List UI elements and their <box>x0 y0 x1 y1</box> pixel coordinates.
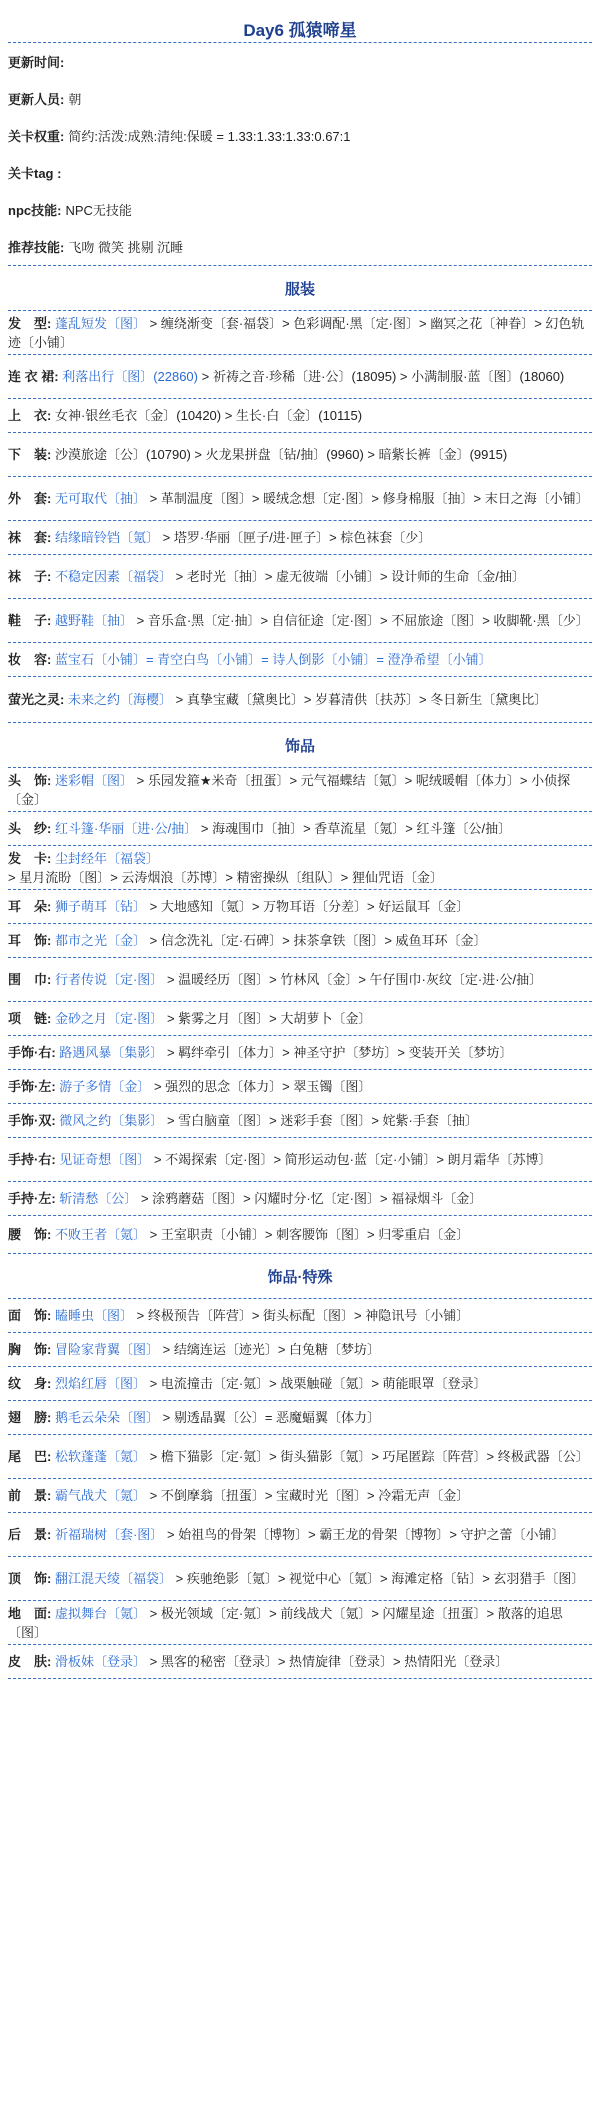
item-alternatives: > 老时光〔抽〕> 虚无彼端〔小铺〕> 设计师的生命〔金/抽〕 <box>175 569 525 584</box>
meta-key: 推荐技能: <box>8 240 65 255</box>
item-content <box>8 1306 592 1325</box>
item-alternatives: > 王室职责〔小铺〕> 刺客腰饰〔图〕> 归零重启〔金〕 <box>149 1227 470 1242</box>
item-content <box>8 1150 592 1169</box>
item-alternatives: > 塔罗·华丽〔匣子/进·匣子〕> 棕色袜套〔少〕 <box>162 530 432 545</box>
page-title: Day6 孤猿啼星 <box>243 21 357 40</box>
item-content <box>8 1340 592 1359</box>
item-content <box>8 1374 592 1393</box>
item-key: 皮 肤: <box>8 1654 52 1669</box>
item-key: 上 衣: <box>8 408 52 423</box>
item-content <box>8 1525 592 1544</box>
meta-block <box>8 43 592 265</box>
item-best: 路遇风暴〔集影〕 <box>59 1045 164 1060</box>
item-alternatives: > 紫雾之月〔图〕> 大胡萝卜〔金〕 <box>166 1011 372 1026</box>
item-row <box>8 1333 592 1367</box>
item-key: 顶 饰: <box>8 1571 52 1586</box>
item-key: 袜 子: <box>8 569 52 584</box>
item-best: 不败王者〔氪〕 <box>54 1227 146 1242</box>
item-row <box>8 1557 592 1601</box>
item-key: 发 卡: <box>8 850 52 866</box>
item-key: 面 饰: <box>8 1308 52 1323</box>
sections <box>8 266 592 1679</box>
item-content <box>8 489 592 508</box>
item-row <box>8 1513 592 1557</box>
item-alternatives: > 终极预告〔阵营〕> 街头标配〔图〕> 神隐讯号〔小铺〕 <box>136 1308 470 1323</box>
item-best: 利落出行〔图〕(22860) <box>62 369 198 384</box>
item-content <box>8 611 592 630</box>
item-best: 斩清愁〔公〕 <box>59 1191 138 1206</box>
item-alternatives: > 信念洗礼〔定·石碑〕> 抹茶拿铁〔图〕> 威鱼耳环〔金〕 <box>149 933 487 948</box>
meta-value: 朝 <box>68 92 82 107</box>
item-best: 金砂之月〔定·图〕 <box>54 1011 164 1026</box>
item-best: 越野鞋〔抽〕 <box>54 613 133 628</box>
item-best: 祈福瑞树〔套·图〕 <box>54 1527 164 1542</box>
item-row <box>8 1036 592 1070</box>
item-row <box>8 1182 592 1216</box>
item-alternatives: > 电流撞击〔定·氪〕> 战栗触碰〔氪〕> 萌能眼罩〔登录〕 <box>149 1376 487 1391</box>
item-key: 耳 朵: <box>8 899 52 914</box>
item-content <box>8 1189 592 1208</box>
item-row <box>8 924 592 958</box>
item-row <box>8 768 592 812</box>
item-best: 瞌睡虫〔图〕 <box>54 1308 133 1323</box>
item-content <box>8 528 592 547</box>
item-row <box>8 599 592 643</box>
item-content <box>8 931 592 950</box>
item-content <box>8 1604 592 1642</box>
meta-row <box>8 191 592 228</box>
item-best: 鹅毛云朵朵〔图〕 <box>54 1410 159 1425</box>
item-key: 翅 膀: <box>8 1410 52 1425</box>
item-content <box>8 970 592 989</box>
item-content <box>8 690 592 709</box>
item-key: 头 饰: <box>8 772 52 788</box>
item-content <box>8 650 592 669</box>
item-best: 狮子萌耳〔钻〕 <box>54 899 146 914</box>
item-content <box>8 1486 592 1505</box>
item-key: 围 巾: <box>8 972 52 987</box>
item-best: 未来之约〔海樱〕 <box>67 692 172 707</box>
item-alternatives: > 不竭探索〔定·图〕> 简形运动包·蓝〔定·小铺〕> 朗月霜华〔苏博〕 <box>153 1152 552 1167</box>
item-best: 迷彩帽〔图〕 <box>54 772 133 788</box>
item-key: 项 链: <box>8 1011 52 1026</box>
item-best: 行者传说〔定·图〕 <box>54 972 164 987</box>
item-row <box>8 399 592 433</box>
item-row <box>8 1002 592 1036</box>
item-row <box>8 555 592 599</box>
section-title: 饰品 <box>284 737 315 755</box>
item-key: 耳 饰: <box>8 933 52 948</box>
item-content <box>8 1447 592 1466</box>
item-content <box>8 1408 592 1427</box>
item-key: 手持·左: <box>8 1191 56 1206</box>
item-alternatives: > 真挚宝藏〔黛奥比〕> 岁暮清供〔扶苏〕> 冬日新生〔黛奥比〕 <box>175 692 548 707</box>
item-best: 微风之约〔集影〕 <box>59 1113 164 1128</box>
item-alternatives: 沙漠旅途〔公〕(10790) > 火龙果拼盘〔钻/抽〕(9960) > 暗紫长裤〔金〕(9915) <box>54 447 508 462</box>
item-row <box>8 1367 592 1401</box>
item-best: 尘封经年〔福袋〕 <box>54 850 159 866</box>
item-key: 头 纱: <box>8 821 52 836</box>
meta-value: NPC无技能 <box>65 203 132 218</box>
item-key: 前 景: <box>8 1488 52 1503</box>
item-best: 都市之光〔金〕 <box>54 933 146 948</box>
meta-value: 飞吻 微笑 挑剔 沉睡 <box>68 240 184 255</box>
item-alternatives: > 雪白脑童〔图〕> 迷彩手套〔图〕> 姹紫·手套〔抽〕 <box>166 1113 478 1128</box>
item-row <box>8 643 592 677</box>
meta-row <box>8 154 592 191</box>
item-alternatives: > 缠绕渐变〔套·福袋〕> 色彩调配·黑〔定·图〕> 幽冥之花〔神眷〕> 幻色轨迹〔小铺〕 <box>8 315 585 350</box>
item-alternatives: > 大地感知〔氪〕> 万物耳语〔分差〕> 好运鼠耳〔金〕 <box>149 899 470 914</box>
item-best: 红斗篷·华丽〔进·公/抽〕 <box>54 821 198 836</box>
item-best: 翻江混天绫〔福袋〕 <box>54 1571 172 1586</box>
item-row <box>8 846 592 890</box>
item-key: 外 套: <box>8 491 52 506</box>
meta-key: 关卡tag : <box>8 166 62 181</box>
item-best: 冒险家背翼〔图〕 <box>54 1342 159 1357</box>
item-content <box>8 314 592 352</box>
meta-row <box>8 80 592 117</box>
item-content <box>8 1077 592 1096</box>
item-key: 发 型: <box>8 315 52 331</box>
section-title: 饰品·特殊 <box>267 1268 333 1286</box>
item-key: 萤光之灵: <box>8 692 65 707</box>
meta-row <box>8 117 592 154</box>
item-best: 霸气战犬〔氪〕 <box>54 1488 146 1503</box>
item-row <box>8 1645 592 1679</box>
item-content <box>8 1009 592 1028</box>
item-best: 游子多情〔金〕 <box>59 1079 151 1094</box>
item-row <box>8 1299 592 1333</box>
item-best: 结缘暗铃铛〔氪〕 <box>54 530 159 545</box>
meta-key: 更新时间: <box>8 55 65 70</box>
item-alternatives: > 黑客的秘密〔登录〕> 热情旋律〔登录〕> 热情阳光〔登录〕 <box>149 1654 509 1669</box>
item-alternatives: > 不倒摩翁〔扭蛋〕> 宝藏时光〔图〕> 冷霜无声〔金〕 <box>149 1488 470 1503</box>
item-row <box>8 1138 592 1182</box>
item-key: 尾 巴: <box>8 1449 52 1464</box>
item-content <box>8 849 592 887</box>
item-alternatives: > 强烈的思念〔体力〕> 翠玉镯〔图〕 <box>153 1079 372 1094</box>
item-row <box>8 1601 592 1645</box>
item-alternatives: > 结缡连运〔迹光〕> 白兔糖〔梦坊〕 <box>162 1342 381 1357</box>
item-best: 烈焰红唇〔图〕 <box>54 1376 146 1391</box>
item-key: 妆 容: <box>8 652 52 667</box>
item-key: 连 衣 裙: <box>8 369 59 384</box>
item-key: 腰 饰: <box>8 1227 52 1242</box>
item-key: 手饰·右: <box>8 1045 56 1060</box>
item-row <box>8 1070 592 1104</box>
item-key: 胸 饰: <box>8 1342 52 1357</box>
item-alternatives: > 剔透晶翼〔公〕= 恶魔蝠翼〔体力〕 <box>162 1410 381 1425</box>
item-alternatives: > 乐园发箍★米奇〔扭蛋〕> 元气福蝶结〔氪〕> 呢绒暖帽〔体力〕> 小侦探〔金〕 <box>8 772 571 807</box>
section-title: 服装 <box>284 280 315 298</box>
item-row <box>8 890 592 924</box>
item-content <box>8 819 592 838</box>
meta-key: 关卡权重: <box>8 129 65 144</box>
item-content <box>8 897 592 916</box>
item-alternatives: > 海魂围巾〔抽〕> 香草流星〔氪〕> 红斗篷〔公/抽〕 <box>200 821 512 836</box>
item-row <box>8 677 592 723</box>
item-alternatives: > 涂鸦蘑菇〔图〕> 闪耀时分·忆〔定·图〕> 福禄烟斗〔金〕 <box>140 1191 483 1206</box>
item-row <box>8 477 592 521</box>
item-content <box>8 1043 592 1062</box>
item-row <box>8 1401 592 1435</box>
item-key: 手饰·双: <box>8 1113 56 1128</box>
item-alternatives: > 檐下猫影〔定·氪〕> 街头猫影〔氪〕> 巧尾匿踪〔阵营〕> 终极武器〔公〕 <box>149 1449 589 1464</box>
meta-key: 更新人员: <box>8 92 65 107</box>
meta-row <box>8 43 592 80</box>
item-alternatives: > 极光领域〔定·氪〕> 前线战犬〔氪〕> 闪耀星途〔扭蛋〕> 散落的追思〔图〕 <box>8 1605 563 1640</box>
item-content <box>8 406 592 425</box>
item-alternatives: > 革制温度〔图〕> 暖绒念想〔定·图〕> 修身棉服〔抽〕> 末日之海〔小铺〕 <box>149 491 589 506</box>
item-row <box>8 1435 592 1479</box>
item-row <box>8 355 592 399</box>
item-key: 下 装: <box>8 447 52 462</box>
item-row <box>8 958 592 1002</box>
item-best: 无可取代〔抽〕 <box>54 491 146 506</box>
item-key: 鞋 子: <box>8 613 52 628</box>
item-row <box>8 1104 592 1138</box>
item-best: 见证奇想〔图〕 <box>59 1152 151 1167</box>
item-row <box>8 1479 592 1513</box>
item-key: 后 景: <box>8 1527 52 1542</box>
item-alternatives: > 疾驰绝影〔氪〕> 视觉中心〔氪〕> 海滩定格〔钻〕> 玄羽猎手〔图〕 <box>175 1571 585 1586</box>
item-key: 地 面: <box>8 1605 52 1621</box>
item-best: 蓝宝石〔小铺〕= 青空白鸟〔小铺〕= 诗人倒影〔小铺〕= 澄净希望〔小铺〕 <box>54 652 492 667</box>
item-row <box>8 812 592 846</box>
item-alternatives: > 温暖经历〔图〕> 竹林风〔金〕> 午仔围巾·灰纹〔定·进·公/抽〕 <box>166 972 543 987</box>
item-alternatives: 女神·银丝毛衣〔金〕(10420) > 生长·白〔金〕(10115) <box>54 408 363 423</box>
meta-key: npc技能: <box>8 203 62 218</box>
item-content <box>8 771 592 809</box>
item-row <box>8 521 592 555</box>
meta-value: 简约:活泼:成熟:清纯:保暖 = 1.33:1.33:1.33:0.67:1 <box>68 129 351 144</box>
item-alternatives: > 音乐盒·黑〔定·抽〕> 自信征途〔定·图〕> 不屈旅途〔图〕> 收脚靴·黑〔少〕 <box>136 613 589 628</box>
meta-row <box>8 228 592 265</box>
item-row <box>8 433 592 477</box>
item-alternatives: > 羁绊牵引〔体力〕> 神圣守护〔梦坊〕> 变装开关〔梦坊〕 <box>166 1045 513 1060</box>
item-best: 虚拟舞台〔氪〕 <box>54 1605 146 1621</box>
item-row <box>8 311 592 355</box>
item-content <box>8 445 592 464</box>
item-content <box>8 1652 592 1671</box>
item-best: 不稳定因素〔福袋〕 <box>54 569 172 584</box>
item-alternatives: > 始祖鸟的骨架〔博物〕> 霸王龙的骨架〔博物〕> 守护之蕾〔小铺〕 <box>166 1527 565 1542</box>
item-best: 松软蓬蓬〔氪〕 <box>54 1449 146 1464</box>
item-content <box>8 1225 592 1244</box>
item-key: 手持·右: <box>8 1152 56 1167</box>
item-best: 蓬乱短发〔图〕 <box>54 315 146 331</box>
item-content <box>8 1569 592 1588</box>
item-alternatives: > 星月流盼〔图〕> 云涛烟浪〔苏博〕> 精密操纵〔组队〕> 狸仙咒语〔金〕 <box>8 869 443 885</box>
item-row <box>8 1216 592 1254</box>
item-alternatives: > 祈祷之音·珍稀〔进·公〕(18095) > 小满制服·蓝〔图〕(18060) <box>201 369 565 384</box>
item-best: 滑板妹〔登录〕 <box>54 1654 146 1669</box>
item-content <box>8 1111 592 1130</box>
item-key: 手饰·左: <box>8 1079 56 1094</box>
item-content <box>8 567 592 586</box>
item-key: 纹 身: <box>8 1376 52 1391</box>
item-key: 袜 套: <box>8 530 52 545</box>
item-content <box>8 367 592 386</box>
